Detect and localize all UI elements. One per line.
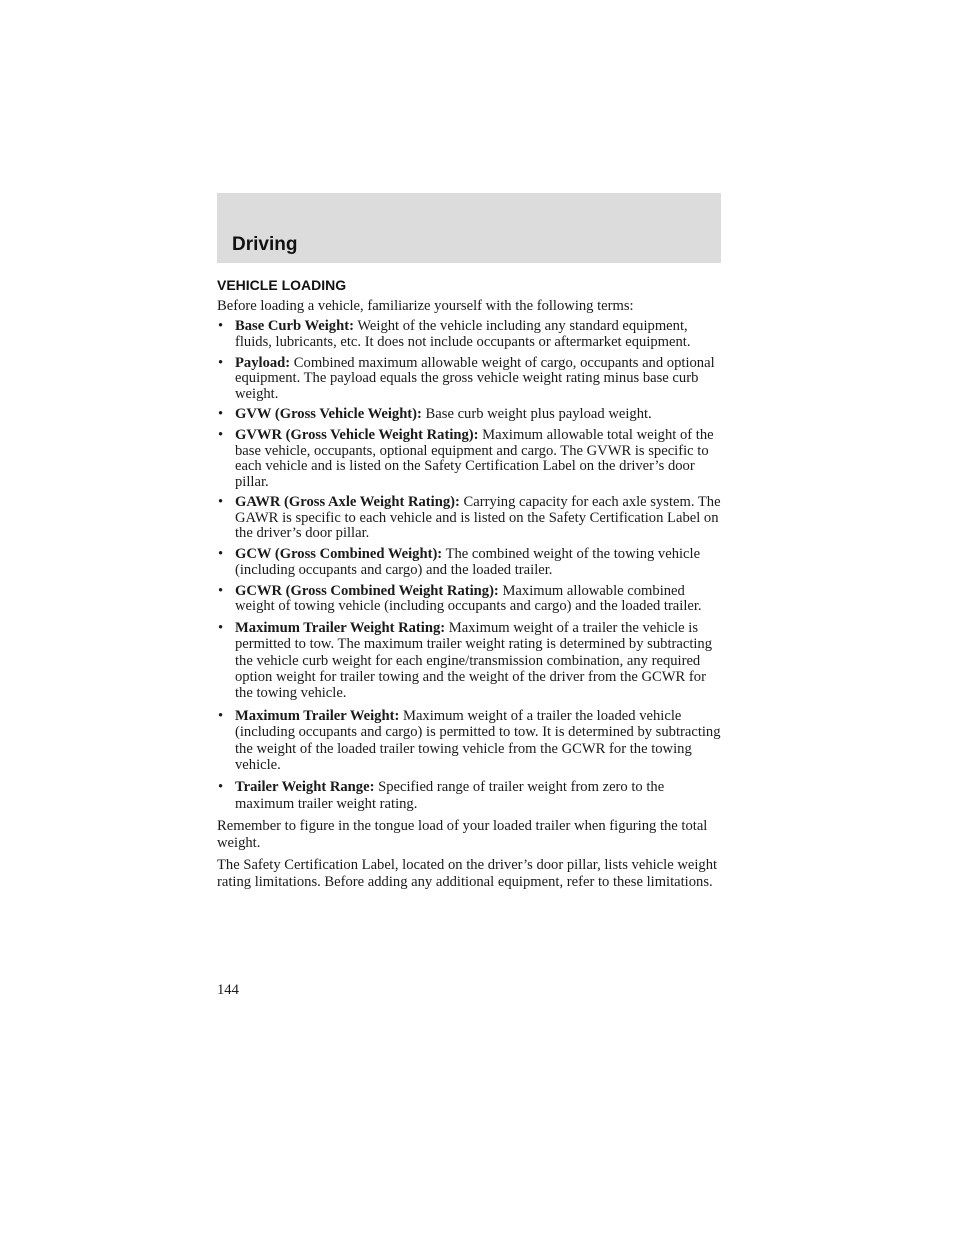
certification-label-paragraph: The Safety Certification Label, located on the driver’s door pillar, lists vehicle weight rating limitations. Before adding any additional equipment, refer to these limitations. [217, 857, 718, 890]
term-definition: Maximum weight of a trailer the loaded vehicle (including occupants and cargo) is permitted to tow. It is determined by subtracting the weight of the loaded trailer towing vehicle from the GCWR for the towing vehicle. [235, 707, 721, 774]
term-definition: Combined maximum allowable weight of cargo, occupants and optional equipment. The payload equals the gross vehicle weight rating minus base curb weight. [235, 354, 715, 402]
term-definition: The combined weight of the towing vehicle (including occupants and cargo) and the loaded trailer. [235, 546, 701, 578]
term-definition: Maximum weight of a trailer the vehicle is permitted to tow. The maximum trailer weight rating is determined by subtracting the vehicle curb weight for each engine/transmission combination, any required option weight for trailer towing and the weight of the driver from the GCWR for the towing vehicle. [235, 619, 713, 702]
bullet-icon: • [218, 318, 224, 335]
bullet-icon: • [218, 707, 224, 724]
term-name: Maximum Trailer Weight: [235, 707, 400, 724]
section-heading: VEHICLE LOADING [217, 277, 347, 293]
term-payload [217, 356, 727, 402]
term-name: GVWR (Gross Vehicle Weight Rating): [235, 427, 479, 444]
term-definition: Maximum allowable combined weight of towing vehicle (including occupants and cargo) and the loaded trailer. [235, 582, 702, 614]
term-name: Trailer Weight Range: [235, 779, 375, 796]
term-maximum-trailer-weight-rating [217, 620, 727, 702]
term-name: Base Curb Weight: [235, 318, 354, 335]
page-content [217, 277, 727, 890]
term-definition: Maximum allowable total weight of the base vehicle, occupants, optional equipment and cargo. The GVWR is specific to each vehicle and is listed on the Safety Certification Label on the driver’s door pillar. [235, 427, 714, 490]
term-gcwr [217, 584, 727, 615]
page-number: 144 [217, 982, 239, 998]
chapter-title: Driving [232, 234, 298, 255]
chapter-header-band [217, 193, 721, 263]
term-definition: Specified range of trailer weight from zero to the maximum trailer weight rating. [235, 779, 665, 812]
term-name: GCWR (Gross Combined Weight Rating): [235, 582, 499, 599]
term-definition: Base curb weight plus payload weight. [425, 406, 652, 423]
term-name: GCW (Gross Combined Weight): [235, 546, 443, 563]
term-gawr [217, 495, 727, 541]
term-base-curb-weight [217, 319, 727, 350]
term-name: GAWR (Gross Axle Weight Rating): [235, 494, 460, 511]
term-definition: Carrying capacity for each axle system. The GAWR is specific to each vehicle and is listed on the Safety Certification Label on the driver’s door pillar. [235, 494, 721, 542]
term-gvw [217, 407, 727, 422]
term-gcw [217, 547, 727, 578]
term-maximum-trailer-weight [217, 708, 727, 774]
term-gvwr [217, 428, 727, 490]
term-trailer-weight-range [217, 779, 727, 812]
terms-list [217, 319, 727, 812]
bullet-icon: • [218, 582, 224, 599]
bullet-icon: • [218, 779, 224, 796]
tongue-load-paragraph: Remember to figure in the tongue load of your loaded trailer when figuring the total weight. [217, 818, 708, 851]
bullet-icon: • [218, 354, 224, 371]
bullet-icon: • [218, 427, 224, 444]
bullet-icon: • [218, 406, 224, 423]
bullet-icon: • [218, 546, 224, 563]
term-name: Payload: [235, 354, 291, 371]
term-name: Maximum Trailer Weight Rating: [235, 619, 446, 636]
term-definition: Weight of the vehicle including any standard equipment, fluids, lubricants, etc. It does not include occupants or aftermarket equipment. [235, 318, 691, 350]
bullet-icon: • [218, 494, 224, 511]
bullet-icon: • [218, 619, 224, 636]
term-name: GVW (Gross Vehicle Weight): [235, 406, 422, 423]
intro-paragraph: Before loading a vehicle, familiarize yourself with the following terms: [217, 298, 634, 314]
